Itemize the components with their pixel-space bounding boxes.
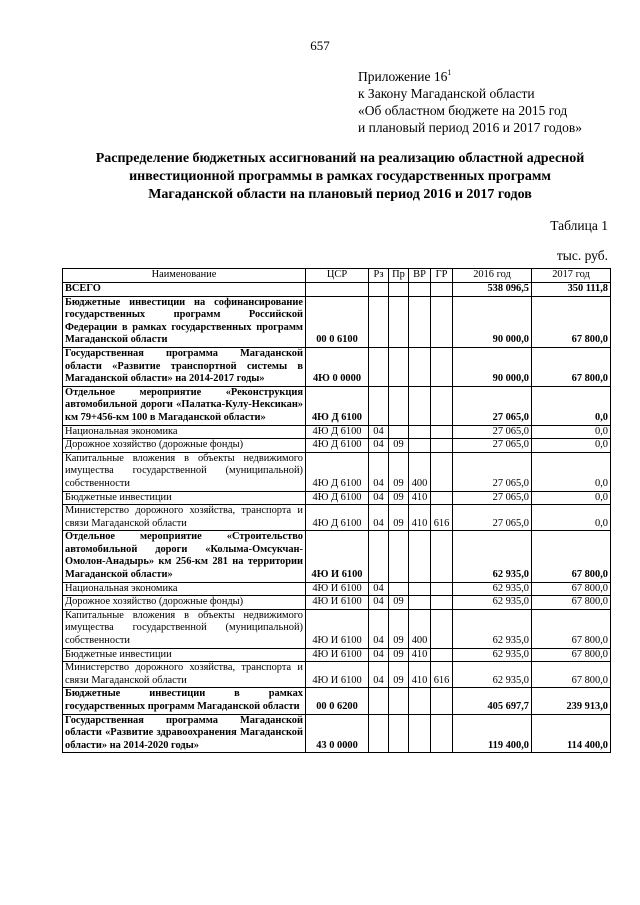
table-row: [63, 283, 611, 297]
cell-vr: [409, 296, 431, 347]
table-row: [63, 582, 611, 596]
cell-name: Бюджетные инвестиции в рамках государственных программ Магаданской области: [63, 688, 306, 714]
cell-2016: 62 935,0: [453, 662, 532, 688]
cell-name: Национальная экономика: [63, 582, 306, 596]
cell-gr: [431, 582, 453, 596]
cell-2017: 67 800,0: [532, 596, 611, 610]
table-row: [63, 347, 611, 386]
header-vr: ВР: [409, 269, 431, 283]
table-row: [63, 386, 611, 425]
header-pr: Пр: [389, 269, 409, 283]
cell-name: Министерство дорожного хозяйства, транспорта и связи Магаданской области: [63, 505, 306, 531]
cell-pr: [389, 714, 409, 753]
cell-csr: 43 0 0000: [306, 714, 369, 753]
document-title: [40, 150, 640, 204]
cell-gr: [431, 714, 453, 753]
cell-2016: 27 065,0: [453, 425, 532, 439]
cell-name: Государственная программа Магаданской области «Развитие здравоохранения Магаданской области» на 2014-2020 годы»: [63, 714, 306, 753]
cell-rz: [369, 283, 389, 297]
cell-2016: 27 065,0: [453, 386, 532, 425]
cell-2016: 27 065,0: [453, 491, 532, 505]
cell-gr: 616: [431, 662, 453, 688]
table-row: [63, 648, 611, 662]
cell-2017: 0,0: [532, 439, 611, 453]
cell-vr: 410: [409, 505, 431, 531]
cell-vr: [409, 425, 431, 439]
cell-2017: 67 800,0: [532, 531, 611, 582]
cell-csr: 4Ю И 6100: [306, 648, 369, 662]
cell-vr: 400: [409, 452, 431, 491]
cell-csr: 4Ю 0 0000: [306, 347, 369, 386]
header-name: Наименование: [63, 269, 306, 283]
cell-rz: 04: [369, 662, 389, 688]
appendix-line-1: Приложение $16^1$: [358, 68, 452, 84]
cell-2016: 405 697,7: [453, 688, 532, 714]
table-header-row: [63, 269, 611, 283]
cell-name: Бюджетные инвестиции на софинансирование государственных программ Российской Федерации в рамках государственных программ Магаданской области: [63, 296, 306, 347]
cell-rz: 04: [369, 425, 389, 439]
cell-2017: 67 800,0: [532, 347, 611, 386]
cell-vr: [409, 582, 431, 596]
cell-pr: 09: [389, 609, 409, 648]
header-2017: 2017 год: [532, 269, 611, 283]
cell-2017: 67 800,0: [532, 648, 611, 662]
title-line-2: инвестиционной программы в рамках государственных программ: [129, 169, 551, 184]
cell-pr: 09: [389, 491, 409, 505]
cell-csr: 4Ю Д 6100: [306, 425, 369, 439]
cell-csr: 4Ю И 6100: [306, 531, 369, 582]
cell-csr: 4Ю Д 6100: [306, 439, 369, 453]
cell-gr: [431, 296, 453, 347]
cell-name: Бюджетные инвестиции: [63, 648, 306, 662]
cell-name: Отдельное мероприятие «Реконструкция автомобильной дороги «Палатка-Кулу-Нексикан» км 79+456-км 100 в Магаданской области»: [63, 386, 306, 425]
cell-2017: 0,0: [532, 505, 611, 531]
cell-gr: [431, 648, 453, 662]
table-row: [63, 688, 611, 714]
header-gr: ГР: [431, 269, 453, 283]
cell-name: Бюджетные инвестиции: [63, 491, 306, 505]
cell-gr: [431, 491, 453, 505]
cell-gr: [431, 347, 453, 386]
appendix-line-4: и плановый период 2016 и 2017 годов»: [358, 120, 583, 135]
cell-2016: 62 935,0: [453, 609, 532, 648]
cell-name: Государственная программа Магаданской области «Развитие транспортной системы в Магаданской области» на 2014-2017 годы»: [63, 347, 306, 386]
cell-2016: 90 000,0: [453, 347, 532, 386]
cell-gr: [431, 283, 453, 297]
table-row: [63, 596, 611, 610]
table-row: [63, 505, 611, 531]
cell-2017: 67 800,0: [532, 609, 611, 648]
cell-gr: [431, 531, 453, 582]
cell-rz: 04: [369, 439, 389, 453]
cell-2016: 27 065,0: [453, 505, 532, 531]
cell-vr: [409, 596, 431, 610]
cell-rz: 04: [369, 648, 389, 662]
cell-csr: 4Ю Д 6100: [306, 386, 369, 425]
cell-rz: 04: [369, 491, 389, 505]
cell-pr: [389, 688, 409, 714]
cell-2016: 27 065,0: [453, 439, 532, 453]
cell-pr: 09: [389, 662, 409, 688]
cell-pr: 09: [389, 439, 409, 453]
cell-vr: 410: [409, 648, 431, 662]
cell-vr: 410: [409, 662, 431, 688]
cell-pr: [389, 531, 409, 582]
cell-2017: 67 800,0: [532, 582, 611, 596]
cell-name: Отдельное мероприятие «Строительство автомобильной дороги «Колыма-Омсукчан-Омолон-Анадырь» км 256-км 281 на территории Магаданской области»: [63, 531, 306, 582]
cell-csr: 4Ю Д 6100: [306, 452, 369, 491]
cell-rz: [369, 531, 389, 582]
cell-2017: 239 913,0: [532, 688, 611, 714]
units-label: тыс. руб.: [556, 248, 608, 263]
cell-pr: [389, 347, 409, 386]
cell-2017: 0,0: [532, 452, 611, 491]
cell-2016: 538 096,5: [453, 283, 532, 297]
cell-2017: 0,0: [532, 425, 611, 439]
cell-vr: [409, 688, 431, 714]
cell-vr: [409, 439, 431, 453]
cell-rz: 04: [369, 452, 389, 491]
cell-2017: 67 800,0: [532, 296, 611, 347]
appendix-line-3: «Об областном бюджете на 2015 год: [358, 103, 568, 118]
appendix-superscript: 1: [447, 68, 452, 77]
cell-rz: [369, 688, 389, 714]
cell-vr: 410: [409, 491, 431, 505]
cell-2017: 0,0: [532, 386, 611, 425]
cell-2016: 62 935,0: [453, 531, 532, 582]
cell-gr: [431, 688, 453, 714]
cell-vr: 400: [409, 609, 431, 648]
cell-name: Капитальные вложения в объекты недвижимого имущества государственной (муниципальной) собственности: [63, 609, 306, 648]
appendix-line-2: к Закону Магаданской области: [358, 86, 535, 101]
table-label: Таблица 1: [550, 218, 608, 233]
cell-gr: 616: [431, 505, 453, 531]
cell-rz: [369, 386, 389, 425]
cell-csr: 4Ю И 6100: [306, 582, 369, 596]
cell-csr: 4Ю И 6100: [306, 596, 369, 610]
cell-gr: [431, 609, 453, 648]
cell-vr: [409, 531, 431, 582]
cell-2016: 62 935,0: [453, 648, 532, 662]
cell-rz: [369, 296, 389, 347]
title-line-1: Распределение бюджетных ассигнований на реализацию областной адресной: [95, 151, 585, 166]
cell-2016: 27 065,0: [453, 452, 532, 491]
cell-csr: 4Ю И 6100: [306, 662, 369, 688]
cell-pr: [389, 386, 409, 425]
cell-pr: 09: [389, 452, 409, 491]
cell-name: Национальная экономика: [63, 425, 306, 439]
header-csr: ЦСР: [306, 269, 369, 283]
cell-rz: 04: [369, 582, 389, 596]
cell-2017: 0,0: [532, 491, 611, 505]
cell-csr: 4Ю Д 6100: [306, 505, 369, 531]
cell-name: Капитальные вложения в объекты недвижимого имущества государственной (муниципальной) собственности: [63, 452, 306, 491]
cell-pr: [389, 296, 409, 347]
cell-2017: 67 800,0: [532, 662, 611, 688]
cell-csr: 4Ю И 6100: [306, 609, 369, 648]
cell-pr: [389, 283, 409, 297]
cell-gr: [431, 425, 453, 439]
cell-csr: [306, 283, 369, 297]
cell-pr: 09: [389, 505, 409, 531]
table-row: [63, 662, 611, 688]
cell-vr: [409, 283, 431, 297]
table-row: [63, 531, 611, 582]
cell-vr: [409, 347, 431, 386]
cell-csr: 00 0 6100: [306, 296, 369, 347]
cell-pr: [389, 582, 409, 596]
cell-name: Дорожное хозяйство (дорожные фонды): [63, 439, 306, 453]
cell-rz: 04: [369, 505, 389, 531]
table-row: [63, 439, 611, 453]
cell-rz: [369, 347, 389, 386]
cell-pr: 09: [389, 596, 409, 610]
cell-rz: [369, 714, 389, 753]
cell-gr: [431, 596, 453, 610]
header-rz: Рз: [369, 269, 389, 283]
header-2016: 2016 год: [453, 269, 532, 283]
table-body: [63, 283, 611, 753]
title-line-3: Магаданской области на плановый период 2016 и 2017 годов: [148, 187, 532, 202]
cell-2017: 350 111,8: [532, 283, 611, 297]
table-row: [63, 491, 611, 505]
table-row: [63, 296, 611, 347]
budget-table: [62, 268, 611, 753]
cell-vr: [409, 714, 431, 753]
appendix-header: [358, 64, 582, 136]
cell-csr: 00 0 6200: [306, 688, 369, 714]
cell-gr: [431, 439, 453, 453]
cell-pr: [389, 425, 409, 439]
page-number: 657: [310, 38, 330, 53]
cell-gr: [431, 386, 453, 425]
cell-rz: 04: [369, 609, 389, 648]
table-row: [63, 452, 611, 491]
cell-name: ВСЕГО: [63, 283, 306, 297]
cell-gr: [431, 452, 453, 491]
cell-pr: 09: [389, 648, 409, 662]
cell-rz: 04: [369, 596, 389, 610]
cell-name: Министерство дорожного хозяйства, транспорта и связи Магаданской области: [63, 662, 306, 688]
cell-2016: 62 935,0: [453, 582, 532, 596]
cell-csr: 4Ю Д 6100: [306, 491, 369, 505]
cell-2016: 119 400,0: [453, 714, 532, 753]
cell-2016: 62 935,0: [453, 596, 532, 610]
table-row: [63, 714, 611, 753]
table-row: [63, 425, 611, 439]
cell-name: Дорожное хозяйство (дорожные фонды): [63, 596, 306, 610]
cell-vr: [409, 386, 431, 425]
table-row: [63, 609, 611, 648]
cell-2017: 114 400,0: [532, 714, 611, 753]
cell-2016: 90 000,0: [453, 296, 532, 347]
